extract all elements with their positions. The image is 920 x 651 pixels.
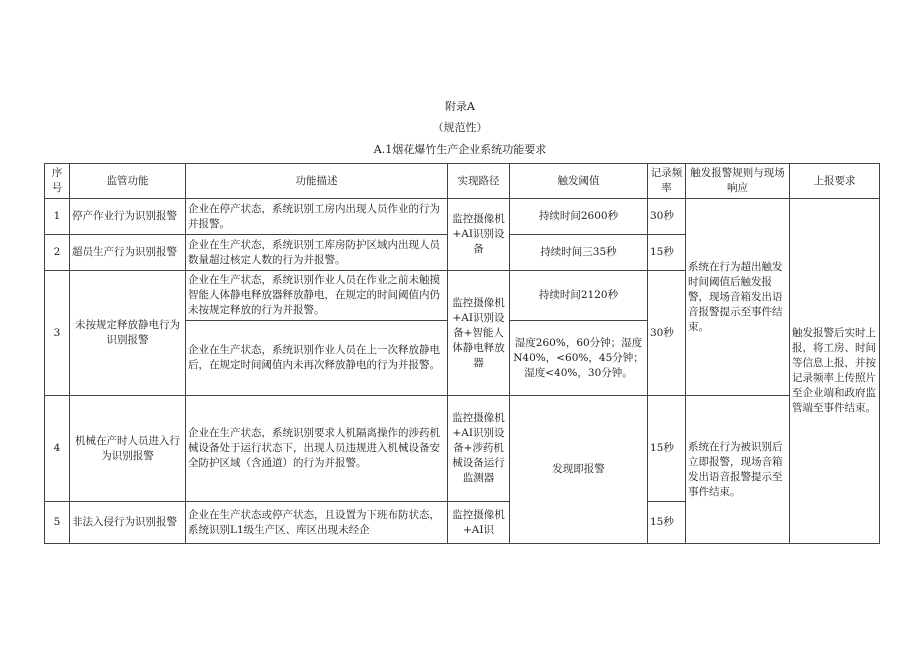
appendix-label: 附录A [445,100,475,113]
row-threshold: 发现即报警 [510,396,648,544]
row-frequency: 15秒 [648,235,686,271]
row-threshold: 持续时间2600秒 [510,199,648,235]
row-description: 企业在生产状态，系统识别要求人机隔离操作的涉药机械设备处于运行状态下，出现人员违规进入机械设备安全防护区域（含通道）的行为并报警。 [186,396,448,502]
row-function: 超员生产行为识别报警 [70,235,186,271]
row-function: 停产作业行为识别报警 [70,199,186,235]
header-threshold: 触发阈值 [510,164,648,199]
row-description: 企业在停产状态，系统识别工房内出现人员作业的行为并报警。 [186,199,448,235]
row-path: 监控摄像机+AI识别设备 [448,199,510,271]
function-requirements-table [44,163,880,544]
header-no: 序号 [45,164,70,199]
row-description: 企业在生产状态，系统识别工库房防护区域内出现人员数量超过核定人数的行为并报警。 [186,235,448,271]
row-function: 机械在产时人员进入行为识别报警 [70,396,186,502]
table-row [45,199,880,235]
row-no: 1 [45,199,70,235]
normative-label: （规范性） [432,121,488,134]
row-frequency: 30秒 [648,199,686,235]
row-threshold: 持续时间2120秒 [510,271,648,321]
row-path: 监控摄像机+AI识别设备+涉药机械设备运行监测器 [448,396,510,502]
report-requirement: 触发报警后实时上报，将工房、时间等信息上报，并按记录频率上传照片至企业端和政府监管端至事件结束。 [790,199,880,544]
row-frequency: 15秒 [648,502,686,544]
row-description: 企业在生产状态，系统识别作业人员在上一次释放静电后，在规定时间阈值内未再次释放静电的行为并报警。 [186,321,448,396]
row-threshold: 持续时间三35秒 [510,235,648,271]
row-no: 2 [45,235,70,271]
row-frequency: 15秒 [648,396,686,502]
table-header-row [45,164,880,199]
header-report: 上报要求 [790,164,880,199]
row-path: 监控摄像机+AI识 [448,502,510,544]
alarm-rule-immediate: 系统在行为被识别后立即报警，现场音箱发出语音报警提示至事件结束。 [686,396,790,544]
row-threshold: 湿度260%，60分钟；湿度N40%，<60%，45分钟；湿度<40%，30分钟。 [510,321,648,396]
table-title: A.1烟花爆竹生产企业系统功能要求 [373,143,547,156]
header-frequency: 记录频率 [648,164,686,199]
header-description: 功能描述 [186,164,448,199]
alarm-rule-threshold: 系统在行为超出触发时间阈值后触发报警，现场音箱发出语音报警提示至事件结束。 [686,199,790,396]
header-path: 实现路径 [448,164,510,199]
table-row [45,396,880,502]
row-function: 未按规定释放静电行为识别报警 [70,271,186,396]
row-function: 非法入侵行为识别报警 [70,502,186,544]
row-no: 5 [45,502,70,544]
header-function: 监管功能 [70,164,186,199]
row-no: 4 [45,396,70,502]
row-no: 3 [45,271,70,396]
row-path: 监控摄像机+AI识别设备+智能人体静电释放器 [448,271,510,396]
header-alarm-rule: 触发报警规则与现场响应 [686,164,790,199]
row-frequency: 30秒 [648,271,686,396]
row-description: 企业在生产状态，系统识别作业人员在作业之前未触摸智能人体静电释放器释放静电，在规定的时间阈值内仍未按规定释放的行为并报警。 [186,271,448,321]
row-description: 企业在生产状态或停产状态，且设置为下班布防状态，系统识别L1级生产区、库区出现未经企 [186,502,448,544]
